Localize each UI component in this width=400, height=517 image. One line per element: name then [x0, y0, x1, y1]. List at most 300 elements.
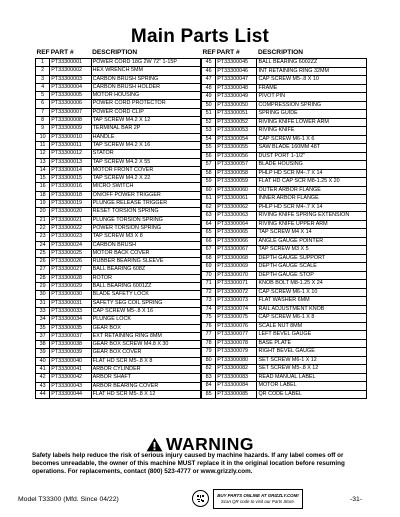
- part-number-cell: PT33300059: [216, 178, 257, 187]
- description-cell: RIVING KNIFE UPPER ARM: [257, 220, 367, 229]
- table-row: [36, 67, 201, 75]
- ref-cell: 65: [202, 229, 216, 238]
- ref-cell: 37: [36, 332, 50, 340]
- part-number-cell: PT33300046: [216, 67, 257, 76]
- part-number-cell: PT33300082: [216, 365, 257, 374]
- table-row: [36, 374, 201, 382]
- part-number-cell: PT33300016: [50, 183, 91, 191]
- description-cell: DEPTH GAUGE STOP: [257, 271, 367, 280]
- table-row: [202, 331, 367, 340]
- table-row: [36, 83, 201, 91]
- description-cell: CAP SCREW M6-1 X 10: [257, 288, 367, 297]
- table-row: [202, 246, 367, 255]
- table-row: [202, 76, 367, 85]
- table-row: [202, 118, 367, 127]
- description-cell: RIGHT BEVEL GAUGE: [257, 348, 367, 357]
- table-row: [202, 195, 367, 204]
- description-cell: MOTOR FRONT COVER: [91, 166, 200, 174]
- part-number-cell: PT33300056: [216, 152, 257, 161]
- part-number-cell: PT33300068: [216, 254, 257, 263]
- table-row: [202, 297, 367, 306]
- part-number-cell: PT33300035: [50, 324, 91, 332]
- ref-cell: 64: [202, 220, 216, 229]
- table-row: [36, 266, 201, 274]
- description-cell: TAP SCREW M3 X 8: [91, 233, 200, 241]
- table-row: [36, 166, 201, 174]
- part-number-cell: PT33300058: [216, 169, 257, 178]
- ref-cell: 77: [202, 331, 216, 340]
- part-number-cell: PT33300043: [50, 382, 91, 390]
- part-number-cell: PT33300066: [216, 237, 257, 246]
- part-number-cell: PT33300021: [50, 216, 91, 224]
- table-row: [202, 390, 367, 399]
- table-row: [36, 133, 201, 141]
- ref-cell: 47: [202, 76, 216, 85]
- ref-cell: 60: [202, 186, 216, 195]
- part-number-cell: PT33300015: [50, 175, 91, 183]
- ref-cell: 82: [202, 365, 216, 374]
- description-cell: CARBON BRUSH: [91, 241, 200, 249]
- description-cell: SPRING GUIDE: [257, 110, 367, 119]
- description-cell: POWER CORD PROTECTOR: [91, 100, 200, 108]
- description-cell: DEPTH GAUGE SUPPORT: [257, 254, 367, 263]
- table-row: [36, 299, 201, 307]
- ref-cell: 40: [36, 357, 50, 365]
- table-row: [202, 59, 367, 68]
- table-row: [36, 216, 201, 224]
- part-number-cell: PT33300005: [50, 92, 91, 100]
- description-cell: POWER TORSION SPRING: [91, 224, 200, 232]
- table-row: [202, 186, 367, 195]
- parts-tables: [35, 49, 367, 399]
- table-row: [202, 348, 367, 357]
- part-number-cell: PT33300057: [216, 161, 257, 170]
- table-row: [36, 324, 201, 332]
- table-row: [202, 356, 367, 365]
- part-number-cell: PT33300010: [50, 133, 91, 141]
- table-row: [202, 314, 367, 323]
- ref-cell: 18: [36, 191, 50, 199]
- table-row: [202, 84, 367, 93]
- description-cell: TAP SCREW M3 X 5: [257, 246, 367, 255]
- ref-cell: 9: [36, 125, 50, 133]
- table-row: [36, 283, 201, 291]
- table-row: [36, 224, 201, 232]
- description-cell: MICRO SWITCH: [91, 183, 200, 191]
- description-cell: CAP SCREW M6-1 X 6: [257, 135, 367, 144]
- description-cell: MOTOR LABEL: [257, 382, 367, 391]
- part-number-cell: PT33300006: [50, 100, 91, 108]
- description-cell: ON/OFF POWER TRIGGER: [91, 191, 200, 199]
- description-cell: HEX WRENCH 5MM: [91, 67, 200, 75]
- header-description: DESCRIPTION: [257, 49, 304, 56]
- ref-cell: 29: [36, 283, 50, 291]
- description-cell: CAP SCREW M5-.8 X 16: [91, 307, 200, 315]
- description-cell: EXT RETAINING RING 8MM: [91, 332, 200, 340]
- part-number-cell: PT33300020: [50, 208, 91, 216]
- ref-cell: 24: [36, 241, 50, 249]
- part-number-cell: PT33300001: [50, 59, 91, 67]
- ref-cell: 44: [36, 390, 50, 398]
- description-cell: ANGLE GAUGE POINTER: [257, 237, 367, 246]
- ref-cell: 34: [36, 316, 50, 324]
- part-number-cell: PT33300048: [216, 84, 257, 93]
- table-row: [36, 390, 201, 398]
- description-cell: CAP SCREW M6-1 X 8: [257, 314, 367, 323]
- description-cell: INT RETAINING RING 32MM: [257, 67, 367, 76]
- ref-cell: 20: [36, 208, 50, 216]
- description-cell: KNOB BOLT M8-1.25 X 24: [257, 280, 367, 289]
- description-cell: ROTOR: [91, 274, 200, 282]
- model-label: Model T33300 (Mfd. Since 04/22): [18, 496, 119, 503]
- ref-cell: 25: [36, 249, 50, 257]
- table-row: [202, 135, 367, 144]
- ref-cell: 68: [202, 254, 216, 263]
- warning-text: Safety labels help reduce the risk of serious injury caused by machine hazards. If any label comes off or becomes unreadable, the owner of this machine MUST replace it in the original location before resuming operations. For replacements, contact (800) 523-4777 or www.grizzly.com.: [32, 452, 345, 476]
- description-cell: QR CODE LABEL: [257, 390, 367, 399]
- description-cell: FLAT HD SCR M5-.8 X 12: [91, 390, 200, 398]
- description-cell: SCALE NUT 8MM: [257, 322, 367, 331]
- table-row: [36, 316, 201, 324]
- ref-cell: 16: [36, 183, 50, 191]
- part-number-cell: PT33300052: [216, 118, 257, 127]
- part-number-cell: PT33300084: [216, 382, 257, 391]
- part-number-cell: PT33300033: [50, 307, 91, 315]
- ref-cell: 83: [202, 373, 216, 382]
- description-cell: SAFETY SEG COIL SPRING: [91, 299, 200, 307]
- ref-cell: 21: [36, 216, 50, 224]
- table-row: [202, 220, 367, 229]
- table-row: [36, 233, 201, 241]
- table-row: [36, 183, 201, 191]
- table-row: [36, 150, 201, 158]
- table-row: [202, 178, 367, 187]
- part-number-cell: PT33300034: [50, 316, 91, 324]
- description-cell: RESET TORSION SPRING: [91, 208, 200, 216]
- part-number-cell: PT33300070: [216, 271, 257, 280]
- description-cell: RAIL ADJUSTMENT KNOB: [257, 305, 367, 314]
- part-number-cell: PT33300023: [50, 233, 91, 241]
- table-row: [202, 339, 367, 348]
- description-cell: CARBON BRUSH SPRING: [91, 75, 200, 83]
- part-number-cell: PT33300077: [216, 331, 257, 340]
- table-row: [202, 152, 367, 161]
- part-number-cell: PT33300018: [50, 191, 91, 199]
- part-number-cell: PT33300079: [216, 348, 257, 357]
- ref-cell: 12: [36, 150, 50, 158]
- description-cell: DEPTH GAUGE SCALE: [257, 263, 367, 272]
- ref-cell: 7: [36, 108, 50, 116]
- table-row: [36, 75, 201, 83]
- part-number-cell: PT33300029: [50, 283, 91, 291]
- ref-cell: 30: [36, 291, 50, 299]
- description-cell: SET SCREW M6-1 X 12: [257, 356, 367, 365]
- ref-cell: 59: [202, 178, 216, 187]
- description-cell: STATOR: [91, 150, 200, 158]
- description-cell: RIVING KNIFE SPRING EXTENSION: [257, 212, 367, 221]
- ref-cell: 67: [202, 246, 216, 255]
- ref-cell: 50: [202, 101, 216, 110]
- description-cell: PHLP HD SCR M4-.7 X 14: [257, 169, 367, 178]
- part-number-cell: PT33300009: [50, 125, 91, 133]
- part-number-cell: PT33300072: [216, 288, 257, 297]
- part-number-cell: PT33300080: [216, 356, 257, 365]
- part-number-cell: PT33300019: [50, 200, 91, 208]
- description-cell: BASE PLATE: [257, 339, 367, 348]
- description-cell: FLAT WASHER 6MM: [257, 297, 367, 306]
- part-number-cell: PT33300064: [216, 220, 257, 229]
- part-number-cell: PT33300025: [50, 249, 91, 257]
- description-cell: PHLP HD SCR M4-.7 X 14: [257, 203, 367, 212]
- ref-cell: 15: [36, 175, 50, 183]
- part-number-cell: PT33300003: [50, 75, 91, 83]
- part-number-cell: PT33300030: [50, 291, 91, 299]
- header-part: PART #: [50, 49, 74, 56]
- table-row: [202, 373, 367, 382]
- parts-online-box[interactable]: [213, 489, 303, 509]
- table-row: [36, 258, 201, 266]
- ref-cell: 38: [36, 341, 50, 349]
- ref-cell: 61: [202, 195, 216, 204]
- table-row: [36, 125, 201, 133]
- table-row: [36, 349, 201, 357]
- description-cell: BALL BEARING 6002ZZ: [257, 59, 367, 68]
- parts-online-subtitle: Scan QR code to visit our Parts Store.: [220, 498, 296, 504]
- part-number-cell: PT33300067: [216, 246, 257, 255]
- ref-cell: 46: [202, 67, 216, 76]
- part-number-cell: PT33300012: [50, 150, 91, 158]
- description-cell: FLAT HD SCR M5-.8 X 8: [91, 357, 200, 365]
- table-row: [36, 274, 201, 282]
- ref-cell: 78: [202, 339, 216, 348]
- description-cell: BLADE HOUSING: [257, 161, 367, 170]
- header-description: DESCRIPTION: [92, 49, 138, 56]
- description-cell: READ MANUAL LABEL: [257, 373, 367, 382]
- ref-cell: 14: [36, 166, 50, 174]
- ref-cell: 80: [202, 356, 216, 365]
- table-row: [202, 161, 367, 170]
- table-row: [202, 212, 367, 221]
- table-row: [36, 175, 201, 183]
- part-number-cell: PT33300062: [216, 203, 257, 212]
- description-cell: PLUNGE TORSION SPRING: [91, 216, 200, 224]
- ref-cell: 43: [36, 382, 50, 390]
- ref-cell: 31: [36, 299, 50, 307]
- description-cell: TERMINAL BAR 2P: [91, 125, 200, 133]
- header-ref: REF: [36, 49, 50, 56]
- ref-cell: 19: [36, 200, 50, 208]
- ref-cell: 26: [36, 258, 50, 266]
- ref-cell: 27: [36, 266, 50, 274]
- part-number-cell: PT33300050: [216, 101, 257, 110]
- part-number-cell: PT33300041: [50, 365, 91, 373]
- ref-cell: 42: [36, 374, 50, 382]
- ref-cell: 6: [36, 100, 50, 108]
- parts-online-title: BUY PARTS ONLINE AT GRIZZLY.COM!: [217, 492, 299, 498]
- part-number-cell: PT33300002: [50, 67, 91, 75]
- description-cell: LEFT BEVEL GAUGE: [257, 331, 367, 340]
- part-number-cell: PT33300027: [50, 266, 91, 274]
- ref-cell: 5: [36, 92, 50, 100]
- ref-cell: 39: [36, 349, 50, 357]
- ref-cell: 84: [202, 382, 216, 391]
- description-cell: POWER CORD 18G 2W 72" 1-15P: [91, 59, 200, 67]
- part-number-cell: PT33300085: [216, 390, 257, 399]
- ref-cell: 73: [202, 297, 216, 306]
- description-cell: PIVOT PIN: [257, 93, 367, 102]
- ref-cell: 79: [202, 348, 216, 357]
- part-number-cell: PT33300007: [50, 108, 91, 116]
- description-cell: OUTER ARBOR FLANGE: [257, 186, 367, 195]
- description-cell: GEAR BOX SCREW M4.8 X 30: [91, 341, 200, 349]
- part-number-cell: PT33300042: [50, 374, 91, 382]
- description-cell: TAP SCREW M4.2 X 16: [91, 141, 200, 149]
- description-cell: ARBOR CYLINDER: [91, 365, 200, 373]
- table-row: [202, 169, 367, 178]
- description-cell: GEAR BOX COVER: [91, 349, 200, 357]
- header-ref: REF: [202, 49, 216, 56]
- ref-cell: 41: [36, 365, 50, 373]
- header-part: PART #: [216, 49, 240, 56]
- ref-cell: 33: [36, 307, 50, 315]
- part-number-cell: PT33300024: [50, 241, 91, 249]
- description-cell: DUST PORT 1-1/2": [257, 152, 367, 161]
- part-number-cell: PT33300076: [216, 322, 257, 331]
- part-number-cell: PT33300083: [216, 373, 257, 382]
- table-row: [36, 382, 201, 390]
- ref-cell: 1: [36, 59, 50, 67]
- ref-cell: 3: [36, 75, 50, 83]
- table-row: [202, 382, 367, 391]
- part-number-cell: PT33300037: [50, 332, 91, 340]
- ref-cell: 10: [36, 133, 50, 141]
- part-number-cell: PT33300022: [50, 224, 91, 232]
- part-number-cell: PT33300031: [50, 299, 91, 307]
- description-cell: SAW BLADE 160MM 48T: [257, 144, 367, 153]
- part-number-cell: PT33300028: [50, 274, 91, 282]
- description-cell: RIVING KNIFE LOWER ARM: [257, 118, 367, 127]
- table-row: [202, 67, 367, 76]
- table-row: [36, 117, 201, 125]
- part-number-cell: PT33300008: [50, 117, 91, 125]
- ref-cell: 74: [202, 305, 216, 314]
- part-number-cell: PT33300060: [216, 186, 257, 195]
- part-number-cell: PT33300026: [50, 258, 91, 266]
- part-number-cell: PT33300054: [216, 135, 257, 144]
- part-number-cell: PT33300075: [216, 314, 257, 323]
- part-number-cell: PT33300063: [216, 212, 257, 221]
- table-row: [202, 280, 367, 289]
- description-cell: POWER CORD CLIP: [91, 108, 200, 116]
- description-cell: TAP SCREW M4.2 X 55: [91, 158, 200, 166]
- part-number-cell: PT33300053: [216, 127, 257, 136]
- ref-cell: 4: [36, 83, 50, 91]
- ref-cell: 55: [202, 144, 216, 153]
- table-row: [36, 357, 201, 365]
- part-number-cell: PT33300055: [216, 144, 257, 153]
- table-row: [36, 59, 201, 67]
- description-cell: GEAR BOX: [91, 324, 200, 332]
- description-cell: PLUNGE RELEASE TRIGGER: [91, 200, 200, 208]
- description-cell: HANDLE: [91, 133, 200, 141]
- table-row: [36, 100, 201, 108]
- description-cell: COMPRESSION SPRING: [257, 101, 367, 110]
- page-number: -31-: [350, 496, 363, 503]
- part-number-cell: PT33300061: [216, 195, 257, 204]
- description-cell: INNER ARBOR FLANGE: [257, 195, 367, 204]
- ref-cell: 53: [202, 127, 216, 136]
- ref-cell: 35: [36, 324, 50, 332]
- table-row: [36, 307, 201, 315]
- ref-cell: 8: [36, 117, 50, 125]
- description-cell: ARBOR SHAFT: [91, 374, 200, 382]
- table-row: [202, 229, 367, 238]
- table-row: [36, 141, 201, 149]
- description-cell: BALL BEARING 6001ZZ: [91, 283, 200, 291]
- table-row: [202, 271, 367, 280]
- part-number-cell: PT33300045: [216, 59, 257, 68]
- warning-title: WARNING: [165, 434, 255, 454]
- description-cell: SET SCREW M5-.8 X 12: [257, 365, 367, 374]
- qr-code-icon: [192, 490, 209, 507]
- ref-cell: 52: [202, 118, 216, 127]
- description-cell: FRAME: [257, 84, 367, 93]
- part-number-cell: PT33300069: [216, 263, 257, 272]
- ref-cell: 71: [202, 280, 216, 289]
- ref-cell: 28: [36, 274, 50, 282]
- table-row: [202, 263, 367, 272]
- part-number-cell: PT33300071: [216, 280, 257, 289]
- description-cell: ARBOR BEARING COVER: [91, 382, 200, 390]
- description-cell: FLAT HD CAP SCR M8-1.25 X 20: [257, 178, 367, 187]
- table-row: [36, 341, 201, 349]
- part-number-cell: PT33300040: [50, 357, 91, 365]
- description-cell: MOTOR HOUSING: [91, 92, 200, 100]
- description-cell: CAP SCREW M5-.8 X 10: [257, 76, 367, 85]
- description-cell: BLADE SAFETY LOCK: [91, 291, 200, 299]
- description-cell: TAP SCREW M4.2 X 22: [91, 175, 200, 183]
- part-number-cell: PT33300039: [50, 349, 91, 357]
- part-number-cell: PT33300014: [50, 166, 91, 174]
- table-row: [202, 144, 367, 153]
- table-row: [202, 127, 367, 136]
- ref-cell: 57: [202, 161, 216, 170]
- ref-cell: 69: [202, 263, 216, 272]
- part-number-cell: PT33300049: [216, 93, 257, 102]
- description-cell: CARBON BRUSH HOLDER: [91, 83, 200, 91]
- table-row: [36, 200, 201, 208]
- table-row: [36, 365, 201, 373]
- part-number-cell: PT33300038: [50, 341, 91, 349]
- ref-cell: 45: [202, 59, 216, 68]
- warning-triangle-icon: [146, 437, 163, 452]
- table-row: [202, 288, 367, 297]
- table-row: [202, 365, 367, 374]
- table-row: [36, 208, 201, 216]
- ref-cell: 70: [202, 271, 216, 280]
- table-row: [202, 305, 367, 314]
- part-number-cell: PT33300073: [216, 297, 257, 306]
- table-row: [202, 110, 367, 119]
- ref-cell: 58: [202, 169, 216, 178]
- ref-cell: 76: [202, 322, 216, 331]
- ref-cell: 22: [36, 224, 50, 232]
- table-row: [36, 92, 201, 100]
- part-number-cell: PT33300013: [50, 158, 91, 166]
- part-number-cell: PT33300074: [216, 305, 257, 314]
- description-cell: BALL BEARING 608Z: [91, 266, 200, 274]
- description-cell: MOTOR BACK COVER: [91, 249, 200, 257]
